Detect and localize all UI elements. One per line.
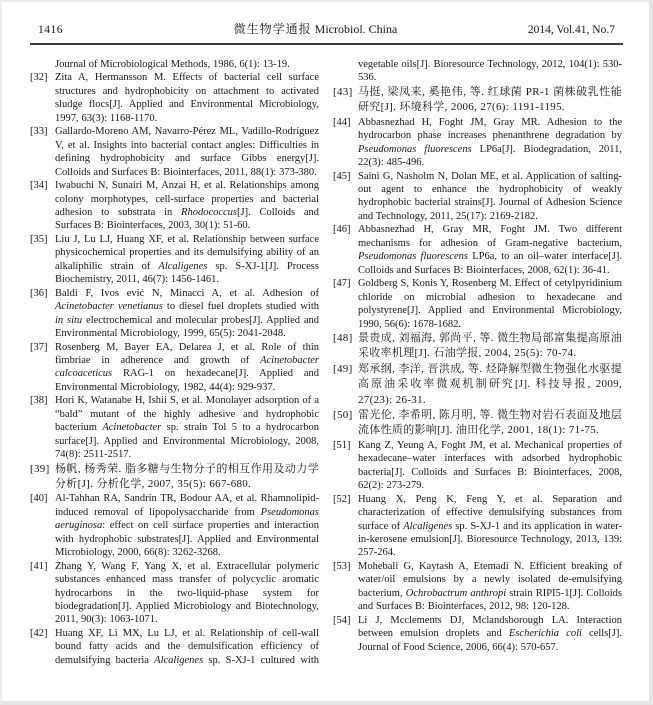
reference-entry	[333, 362, 622, 408]
reference-text: 郑承纲, 李洋, 晋洪成, 等. 烃降解型微生物强化水驱提高原油采收率微观机制研究[J]. 科技导报, 2009, 27(23): 26-31.	[358, 362, 622, 406]
reference-text: 景贵成, 刘福海, 郭尚平, 等. 微生物局部富集提高原油采收率机理[J]. 石油学报, 2004, 25(5): 70-74.	[358, 331, 622, 360]
reference-entry	[30, 233, 319, 287]
reference-entry	[30, 492, 319, 559]
reference-text: Huang X, Peng K, Feng Y, et al. Separation and characterization of effective demulsifying substances from surface of Alcaligenes sp. S-XJ-1 and its application in water-in-kerosene emulsion[J]. Bioresource Technology, 2013, 139: 257-264.	[358, 493, 622, 559]
reference-entry	[30, 125, 319, 179]
reference-entry	[333, 493, 622, 560]
reference-entry	[30, 71, 319, 125]
journal-title	[148, 20, 483, 37]
reference-text: Hori K, Watanabe H, Ishii S, et al. Monolayer adsorption of a “bald” mutant of the highly adhesive and hydrophobic bacterium Acinetobacter sp. strain Tol 5 to a hydrocarbon surface[J]. Applied and Environmental Microbiology, 2008, 74(8): 2511-2517.	[55, 395, 319, 461]
reference-continuation	[30, 58, 319, 71]
reference-text: 马挺, 梁凤来, 奚艳伟, 等. 红球菌 PR-1 菌株破乳性能研究[J]. 环境科学, 2006, 27(6): 1191-1195.	[358, 85, 622, 114]
reference-number: [51]	[333, 439, 351, 451]
reference-text: Saini G, Nasholm N, Dolan ME, et al. Application of salting-out agent to enhance the hydrophobicity of weakly hydrophobic bacterial strains[J]. Journal of Adhesion Science and Technology, 2011, 25(17): 2169-2182.	[358, 170, 622, 222]
reference-number: [40]	[30, 493, 48, 505]
reference-number: [41]	[30, 560, 48, 572]
reference-number: [52]	[333, 493, 351, 505]
reference-entry	[333, 408, 622, 439]
reference-entry	[30, 394, 319, 461]
reference-entry	[333, 116, 622, 170]
reference-text: Iwabuchi N, Sunairi M, Anzai H, et al. Relationships among colony morphotypes, cell-surface properties and bacterial adhesion to substrata in Rhodococcus[J]. Colloids and Surfaces B: Biointerfaces, 2003, 30(1): 51-60.	[55, 180, 319, 232]
reference-text: Baldi F, Ivos ević N, Minacci A, et al. Adhesion of Acinetobacter venetianus to diesel fuel droplets studied with in situ electrochemical and molecular probes[J]. Applied and Environmental Microbiology, 1999, 65(5): 2041-2048.	[55, 287, 319, 340]
reference-number: [48]	[333, 331, 353, 344]
reference-entry	[333, 560, 622, 614]
reference-number: [46]	[333, 224, 351, 236]
reference-text: Abbasnezhad H, Foght JM, Gray MR. Adhesion to the hydrocarbon phase increases phenanthrene degradation by Pseudomonas fluorescens LP6a[J]. Biodegradation, 2011, 22(3): 485-496.	[358, 116, 623, 169]
reference-text: vegetable oils[J]. Bioresource Technology, 2012, 104(1): 530-536.	[358, 59, 622, 84]
ref-column-left	[30, 58, 319, 681]
reference-number: [33]	[30, 126, 48, 138]
reference-number: [45]	[333, 170, 351, 182]
reference-number: [54]	[333, 614, 351, 626]
reference-number: [49]	[333, 362, 353, 375]
reference-number: [50]	[333, 409, 353, 421]
reference-number: [53]	[333, 560, 351, 572]
reference-entry	[333, 614, 622, 654]
reference-text: Goldberg S, Konis Y, Rosenberg M. Effect of cetylpyridinium chloride on microbial adhesion to hexadecane and polystyrene[J]. Applied and Environmental Microbiology, 1990, 56(6): 1678-1682.	[358, 278, 622, 330]
reference-text: Mohebali G, Kaytash A, Etemadi N. Efficient breaking of water/oil emulsions by a newly isolated de-emulsifying bacterium, Ochrobactrum anthropi strain RIPI5-1[J]. Colloids and Surfaces B: Biointerfaces, 2012, 98: 120-128.	[358, 560, 622, 613]
references-section	[30, 58, 623, 681]
reference-text: Zhang Y, Wang F, Yang X, et al. Extracellular polymeric substances enhanced mass transfer of polycyclic aromatic hydrocarbons in the two-liquid-phase system for biodegradation[J]. Applied Microbiology and Biotechnology, 2011, 90(3): 1063-1071.	[55, 560, 319, 626]
reference-number: [42]	[30, 627, 48, 639]
reference-text: Zita A, Hermansson M. Effects of bacterial cell surface structures and hydrophobicity on attachment to activated sludge flocs[J]. Applied and Environmental Microbiology, 1997, 63(3): 1168-1170.	[55, 72, 319, 124]
reference-entry	[30, 560, 319, 627]
reference-entry	[333, 439, 622, 493]
reference-text: Kang Z, Yeung A, Foght JM, et al. Mechanical properties of hexadecane–water interfaces with adsorbed hydrophobic bacteria[J]. Colloids and Surfaces B: Biointerfaces, 2008, 62(2): 273-279.	[358, 439, 622, 492]
reference-number: [35]	[30, 233, 48, 245]
reference-text: Al-Tahhan RA, Sandrin TR, Bodour AA, et al. Rhamnolipid-induced removal of lipopolysaccharide from Pseudomonas aeruginosa: effect on cell surface properties and interaction with hydrophobic substrates[J]. Applied and Environmental Microbiology, 2000, 66(8): 3262-3268.	[55, 493, 319, 559]
reference-number: [43]	[333, 85, 353, 98]
reference-text: Huang XF, Li MX, Lu LJ, et al. Relationship of cell-wall bound fatty acids and the demulsification efficiency of demulsifying bacteria Alcaligenes sp. S-XJ-1 cultured with	[55, 627, 319, 666]
reference-continuation	[333, 58, 622, 85]
reference-entry	[30, 179, 319, 233]
reference-number: [32]	[30, 72, 48, 84]
reference-entry	[333, 223, 622, 277]
reference-number: [36]	[30, 287, 48, 299]
journal-title-cn: 微生物学通报	[233, 22, 312, 36]
reference-entry	[30, 462, 319, 493]
reference-number: [38]	[30, 395, 48, 407]
issue-info: 2014, Vol.41, No.7	[527, 24, 615, 36]
reference-text: Journal of Microbiological Methods, 1986, 6(1): 13-19.	[55, 59, 290, 70]
reference-text: Abbasnezhad H, Gray MR, Foght JM. Two different mechanisms for adhesion of Gram-negative bacterium, Pseudomonas fluorescens LP6a, to an oil–water interface[J]. Colloids and Surfaces B: Biointerfaces, 2008, 62(1): 36-41.	[358, 224, 622, 276]
reference-text: 雷光伦, 李希明, 陈月明, 等. 微生物对岩石表面及地层流体性质的影响[J]. 油田化学, 2001, 18(1): 71-75.	[358, 409, 622, 437]
reference-number: [34]	[30, 180, 48, 192]
reference-number: [44]	[333, 116, 351, 128]
reference-entry	[333, 170, 622, 224]
reference-number: [47]	[333, 278, 351, 290]
reference-number: [37]	[30, 341, 48, 353]
reference-text: Li J, Mcclements DJ, Mclandsborough LA. Interaction between emulsion droplets and Escherichia coli cells[J]. Journal of Food Science, 2006, 66(4): 570-657.	[358, 614, 622, 653]
page-header	[30, 10, 623, 45]
journal-title-en: Microbiol. China	[314, 22, 398, 36]
reference-entry	[333, 331, 622, 362]
reference-entry	[30, 341, 319, 395]
reference-text: Liu J, Lu LJ, Huang XF, et al. Relationship between surface physicochemical properties and its demulsifying ability of an alkaliphilic strain of Alcaligenes sp. S-XJ-1[J]. Process Biochemistry, 2011, 46(7): 1456-1461.	[55, 233, 319, 286]
reference-entry	[333, 277, 622, 331]
reference-text: Rosenberg M, Bayer EA, Delarea J, et al. Role of thin fimbriae in adherence and growth of Acinetobacter calcoaceticus RAG-1 on hexadecane[J]. Applied and Environmental Microbiology, 1982, 44(4): 929-937.	[55, 341, 319, 393]
page-number: 1416	[38, 24, 63, 36]
reference-entry	[30, 287, 319, 341]
reference-text: 杨帆, 杨秀荣. 脂多糖与生物分子的相互作用及动力学分析[J]. 分析化学, 2007, 35(5): 667-680.	[55, 462, 319, 490]
reference-entry	[333, 85, 622, 116]
reference-entry	[30, 627, 319, 681]
reference-number: [39]	[30, 462, 50, 475]
ref-column-right	[333, 58, 622, 681]
reference-text: Gallardo-Moreno AM, Navarro-Pérez ML, Vadillo-Rodríguez V, et al. Insights into bacterial contact angles: Difficulties in defining hydrophobicity and surface Gibbs energy[J]. Colloids and Surfaces B: Biointerfaces, 2011, 88(1): 373-380.	[55, 126, 319, 178]
